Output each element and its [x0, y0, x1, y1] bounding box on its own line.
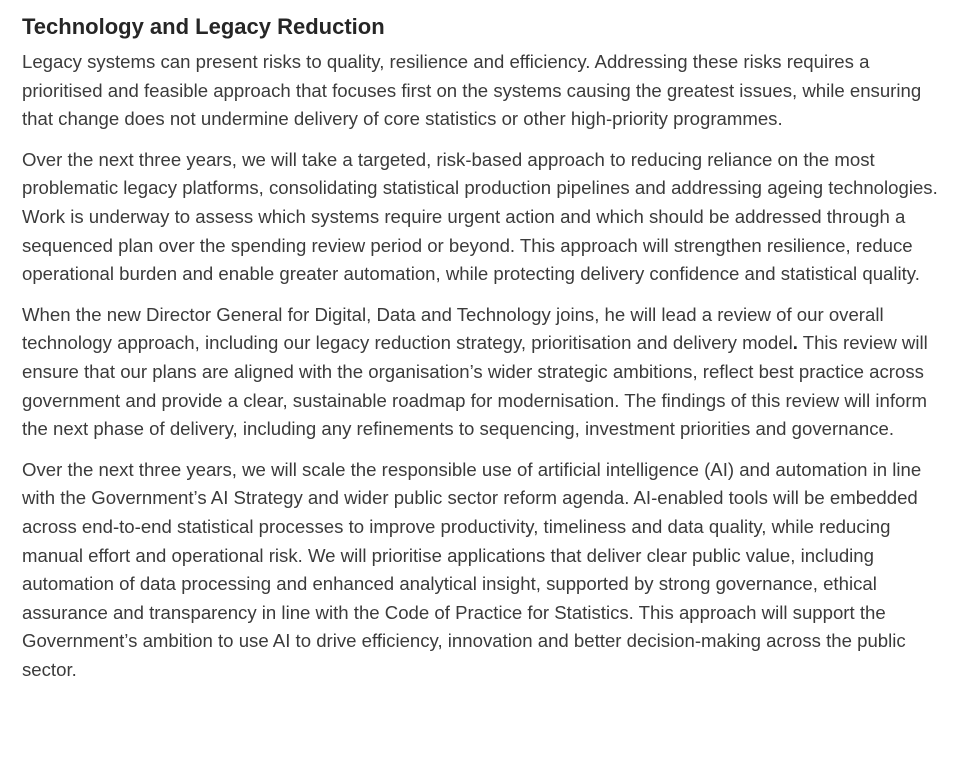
- paragraph-legacy-risks: Legacy systems can present risks to quality, resilience and efficiency. Addressing these risks requires a prioritised and feasible approach that focuses first on the systems causing the greatest issues, while ensuring that change does not undermine delivery of core statistics or other high-priority programmes.: [22, 51, 922, 130]
- paragraph-text-before: When the new Director General for Digital, Data and Technology joins, he will lead a review of our overall technology approach, including our legacy reduction strategy, prioritisation and delivery model: [22, 303, 884, 354]
- paragraph-risk-based-approach: Over the next three years, we will take a targeted, risk-based approach to reducing reliance on the most problematic legacy platforms, consolidating statistical production pipelines and addressing ageing technologies. Work is underway to assess which systems require urgent action and which should be addressed through a sequenced plan over the spending review period or beyond. This approach will strengthen resilience, reduce operational burden and enable greater automation, while protecting delivery confidence and statistical quality.: [22, 148, 938, 285]
- bold-period: .: [792, 332, 798, 354]
- paragraph-text-after: This review will ensure that our plans are aligned with the organisation’s wider strategic ambitions, reflect best practice across government and provide a clear, sustainable roadmap for modernisation. The findings of this review will inform the next phase of delivery, including any refinements to sequencing, investment priorities and governance.: [22, 332, 928, 440]
- paragraph-ai-automation: Over the next three years, we will scale the responsible use of artificial intelligence (AI) and automation in line with the Government’s AI Strategy and wider public sector reform agenda. AI-enabled tools will be embedded across end-to-end statistical processes to improve productivity, timeliness and data quality, while reducing manual effort and operational risk. We will prioritise applications that deliver clear public value, including automation of data processing and enhanced analytical insight, supported by strong governance, ethical assurance and transparency in line with the Code of Practice for Statistics. This approach will support the Government’s ambition to use AI to drive efficiency, innovation and better decision-making across the public sector.: [22, 458, 922, 680]
- paragraph-director-general-review: [22, 301, 955, 444]
- section-heading: Technology and Legacy Reduction: [22, 14, 385, 39]
